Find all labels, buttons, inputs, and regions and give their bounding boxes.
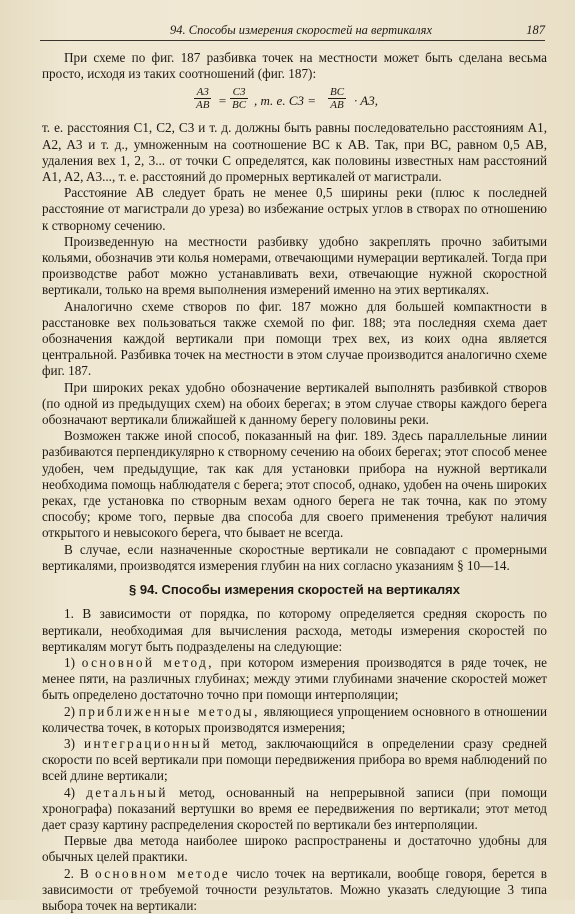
page-number: 187 <box>526 23 545 37</box>
paragraph: т. е. расстояния C1, C2, C3 и т. д. должны быть равны последовательно расстояниям A1, A2, A3 и т. д., умноженным на соотношение BC к AB. Так, при BC, равном 0,5 AB, удаления вех 1, 2, 3... от точки C определятся, как половины известных нам расстояний A1, A2, A3..., т. е. расстояний до промерных вертикалей от магистрали. <box>42 120 547 185</box>
paragraph: Первые два метода наиболее широко распространены и достаточно удобны для обычных целей практики. <box>42 833 547 865</box>
paragraph: В случае, если назначенные скоростные вертикали не совпадают с промерными вертикалями, производятся измерения глубин на них согласно указаниям § 10—14. <box>42 541 547 573</box>
paragraph: 1. В зависимости от порядка, по которому определяется средняя скорость по вертикали, необходимая для вычисления расхода, методы измерения скоростей по вертикалям могут быть подразделены на следующие: <box>42 606 547 654</box>
running-head <box>40 20 545 41</box>
method-item: 1) основной метод, при котором измерения производятся в ряде точек, не менее пяти, на различных глубинах; между этими глубинами значение скоростей может быть определено достаточно точно при помощи интерполяции; <box>42 654 548 703</box>
method-item: 4) детальный метод, основанный на непрерывной записи (при помощи хронографа) показаний вертушки во время ее передвижения по вертикали; этот метод дает сразу картину распределения скоростей по вертикали без интерполяции. <box>42 784 548 832</box>
method-item: 2) приближенные методы, являющиеся упрощением основного в отношении количества точек, в которых производятся измерения; <box>42 703 547 735</box>
paragraph: 2. В основном методе число точек на вертикали, вообще говоря, берется в зависимости от требуемой точности результатов. Можно указать следующие 3 типа выбора точек на вертикали: <box>42 865 548 913</box>
paragraph: Аналогично схеме створов по фиг. 187 можно для большей компактности в расстановке вех пользоваться также схемой по фиг. 188; эта последняя схема дает обозначения каждой вертикали при помощи трех вех, из коих одна является центральной. Разбивка точек на местности в этом случае производится аналогично схеме фиг. 187. <box>42 298 547 379</box>
paragraph: Расстояние AB следует брать не менее 0,5 ширины реки (плюс к последней расстояние от магистрали до уреза) во избежание острых углов в створах по отношению к створному сечению. <box>42 185 547 233</box>
page-body <box>42 50 547 914</box>
formula: $\frac{A3}{AB}$ = $\frac{C3}{BC}$ , т. е. C3 = $\frac{BC}{AB}$ · A3, <box>196 86 378 112</box>
method-item: 3) интеграционный метод, заключающийся в определении сразу средней скорости по всей вертикали при помощи передвижения прибора во время наблюдений по всей длине вертикали; <box>42 735 548 784</box>
fraction-a3-ab: $\frac{A3}{AB}$ <box>196 86 210 112</box>
fraction-c3-bc: $\frac{C3}{BC}$ <box>232 86 247 112</box>
paragraph: При схеме по фиг. 187 разбивка точек на местности может быть сделана весьма просто, исходя из таких соотношений (фиг. 187): <box>42 50 547 82</box>
paragraph: При широких реках удобно обозначение вертикалей выполнять разбивкой створов (по одной из предыдущих схем) на обоих берегах; в этом случае створы каждого берега обозначают вертикали ближайшей к данному берегу половины реки. <box>42 379 547 428</box>
paragraph: Возможен также иной способ, показанный на фиг. 189. Здесь параллельные линии разбиваются перпендикулярно к створному сечению на обоих берегах; этот способ менее удобен, чем предыдущие, так как для установки прибора на нужной вертикали необходима помощь наблюдателя с берега; этот способ, однако, удобен на очень широких реках, где установка по створным вехам одного берега не так точна, как по этому способу; кроме того, первые два способа для своего применения требуют наличия открытого и невысокого берега, что бывает не всегда. <box>42 428 547 541</box>
paragraph: Произведенную на местности разбивку удобно закреплять прочно забитыми кольями, обозначив эти колья номерами, отвечающими нумерации вертикалей. Тогда при производстве работ можно устанавливать вехи, отвечающие нужной скоростной вертикали, только на время выполнения измерений именно на этих вертикалях. <box>42 233 547 298</box>
running-head-title: 94. Способы измерения скоростей на вертикалях <box>170 23 432 37</box>
fraction-bc-ab: $\frac{BC}{AB}$ <box>330 86 345 112</box>
section-heading: § 94. Способы измерения скоростей на вертикалях <box>129 582 460 598</box>
